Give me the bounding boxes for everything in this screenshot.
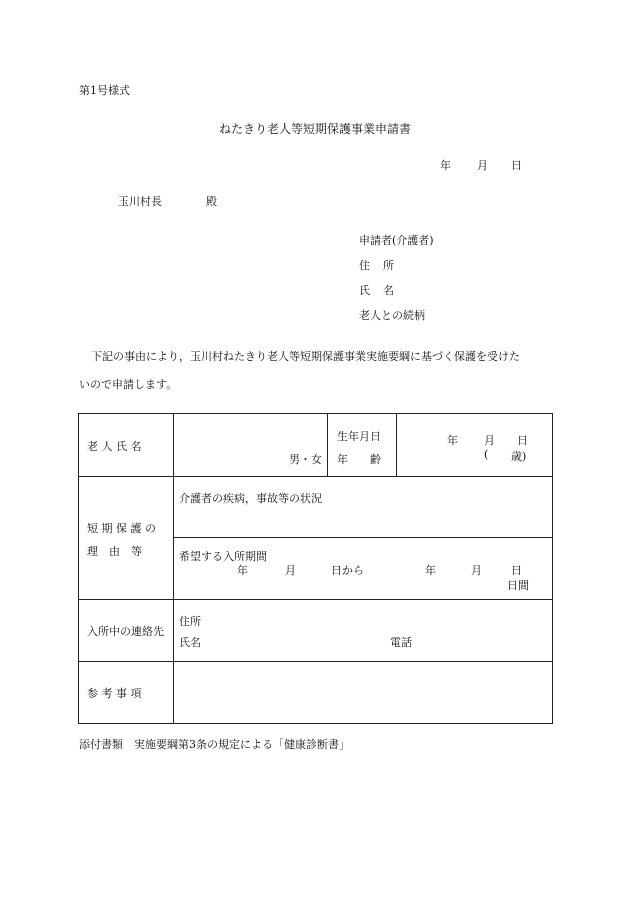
days-label: 日間 (507, 579, 529, 592)
date-month-label: 月 (477, 159, 488, 172)
applicant-relation-label: 老人との続柄 (359, 309, 425, 322)
to-year-label: 年 (425, 564, 436, 577)
applicant-title: 申請者(介護者) (359, 234, 434, 247)
date-year-label: 年 (440, 159, 451, 172)
reason-label-line1: 短 期 保 護 の (87, 522, 156, 535)
applicant-address-label: 住所 (359, 259, 407, 272)
attachment-note: 添付書類 実施要綱第3条の規定による「健康診断書」 (79, 738, 350, 751)
sex-choice: 男・女 (289, 453, 322, 466)
to-day-label: 日 (511, 564, 522, 577)
remarks-label: 参 考 事 項 (87, 687, 142, 700)
row-divider (79, 599, 552, 600)
body-text-line1: 下記の事由により，玉川村ねたきり老人等短期保護事業実施要綱に基づく保護を受けた (91, 350, 520, 363)
contact-name-label: 氏名 (179, 636, 201, 649)
from-month-label: 月 (285, 564, 296, 577)
birth-date-label: 生年月日 (337, 430, 381, 443)
desired-period-label: 希望する入所期間 (179, 550, 267, 563)
contact-address-label: 住所 (179, 615, 201, 628)
age-unit-label: 歳) (511, 450, 527, 463)
application-table (78, 413, 553, 724)
reason-label-line2: 理 由 等 (87, 545, 142, 558)
contact-label: 入所中の連絡先 (87, 625, 164, 638)
from-year-label: 年 (237, 564, 248, 577)
document-title: ねたきり老人等短期保護事業申請書 (218, 122, 411, 136)
body-text-line2: いので申請します。 (79, 378, 178, 391)
elder-name-label: 老 人 氏 名 (87, 440, 142, 453)
applicant-name-label: 氏名 (359, 284, 407, 297)
col-divider (396, 414, 397, 476)
birth-month-label: 月 (484, 434, 495, 447)
birth-day-label: 日 (517, 434, 528, 447)
form-number: 第1号様式 (79, 84, 130, 97)
birth-year-label: 年 (447, 434, 458, 447)
age-open-paren: ( (484, 448, 489, 461)
honorific: 殿 (206, 195, 217, 208)
caregiver-situation-label: 介護者の疾病，事故等の状況 (179, 492, 322, 505)
addressee: 玉川村長 (118, 195, 162, 208)
from-day-label: 日から (331, 564, 364, 577)
row-divider (173, 537, 552, 538)
date-day-label: 日 (511, 159, 522, 172)
col-divider (173, 414, 174, 723)
row-divider (79, 476, 552, 477)
age-label: 年 齢 (337, 453, 381, 466)
to-month-label: 月 (471, 564, 482, 577)
row-divider (79, 661, 552, 662)
contact-phone-label: 電話 (390, 636, 412, 649)
col-divider (327, 414, 328, 476)
